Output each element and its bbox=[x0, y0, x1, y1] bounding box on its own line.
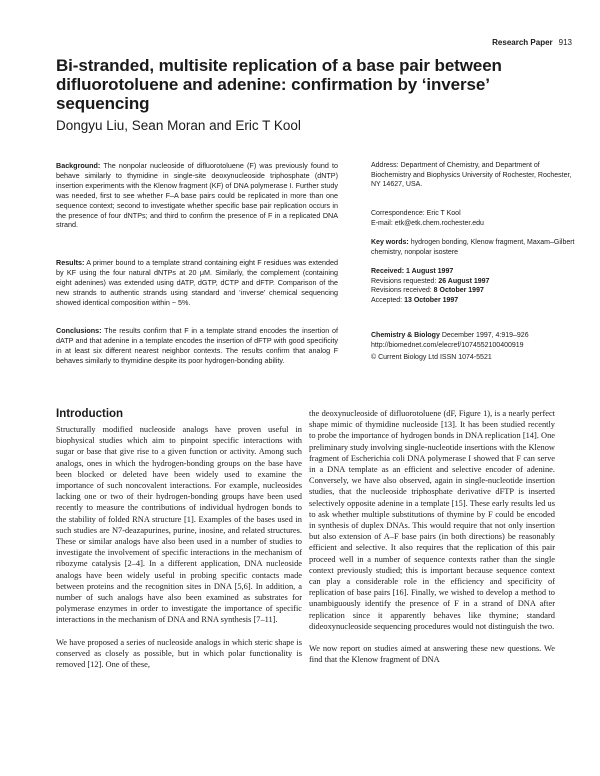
background-label: Background: bbox=[56, 161, 101, 170]
keywords-label: Key words: bbox=[371, 239, 409, 246]
paragraph: We now report on studies aimed at answering these new questions. We find that the Klenow fragment of DNA bbox=[309, 644, 555, 665]
author-list: Dongyu Liu, Sean Moran and Eric T Kool bbox=[56, 118, 301, 133]
keywords-text: hydrogen bonding, Klenow fragment, Maxam–Gilbert chemistry, nonpolar isostere bbox=[371, 239, 575, 256]
conclusions-text: The results confirm that F in a template strand encodes the insertion of dATP and that adenine in a template encodes the insertion of dFTP with good specificity in at least six different nearest neighbor contexts. The results confirm that analog F behaves similarly to thymidine despite its poor hydrogen-bonding ability. bbox=[56, 326, 339, 365]
results-label: Results: bbox=[56, 258, 85, 267]
journal-citation: December 1997, 4:919–926 bbox=[441, 332, 529, 339]
email-link[interactable]: etk@etk.chem.rochester.edu bbox=[394, 219, 484, 227]
background-text: The nonpolar nucleoside of difluorotoluene (F) was previously found to behave similarly to thymidine in single-site deoxynucleoside triphosphate (dNTP) insertion experiments with the Klenow fragment (KF) of DNA polymerase I. Further study was needed, first to see whether F–A base pairs could be replicated in more than one sequence context; second to investigate whether specific base pair replication occurs in the presence of four dNTPs; and third to confirm the presence of F in a replicated DNA strand. bbox=[56, 161, 338, 230]
copyright-notice: © Current Biology Ltd ISSN 1074-5521 bbox=[371, 354, 492, 361]
date-received: Received: 1 August 1997 bbox=[371, 268, 454, 275]
paragraph: Structurally modified nucleoside analogs have proven useful in biophysical studies which aim to pinpoint specific interactions with sugar or base that give rise to a given function or activity. Among such analogs, ones in which the hydrogen-bonding groups on the base have been blocked or deleted have been widely used to examine the importance of such noncovalent interactions. For example, nucleosides lacking one or two of their hydrogen-bonding groups have been used recently to measure the contributions of individual hydrogen bonds to the stability of folded RNA structure [1]. Examples of the bases used in such studies are N7-deazapurines, purine, inosine, and related structures. These or similar analogs have also been used in a number of studies to investigate the involvement of specific interactions in the mechanism of ribozyme catalysis [2–4]. In a different application, DNA nucleoside analogs have been widely useful in probing specific contacts made between proteins and the recognition sites in DNA [5,6]. In addition, a number of such analogs have also been examined as substrates for polymerase enzymes in order to investigate the importance of specific interactions in the mechanism of DNA and RNA synthesis [7–11]. bbox=[56, 425, 302, 625]
correspondence-label: Correspondence: bbox=[371, 210, 425, 217]
body-column-right bbox=[309, 408, 555, 665]
paragraph: the deoxynucleoside of difluorotoluene (dF, Figure 1), is a nearly perfect shape mimic of thymidine nucleoside [13]. It has been studied recently to probe the importance of hydrogen bonds in DNA replication [14]. One preliminary study involving single-nucleotide insertions with the Klenow fragment of Escherichia coli DNA polymerase I showed that F can serve in a DNA template as an efficient and selective encoder of adenine. Conversely, we have also observed, again in single-nucleotide insertion studies, that the nucleoside triphosphate derivative dFTP is inserted selectively opposite adenine in a template [15]. These early results led us to ask whether multiple substitutions of thymine by F could be encoded in synthesis of duplex DNAs. This would require that not only insertion but also extension of A–F base pairs (in both directions) be reasonably efficient and selective. It also requires that the replication of this pair proceed well in a number of sequence contexts rather than the single context previously studied; this is important because sequence context can play a considerable role in the efficiency and specificity of replication of base pairs [16]. Finally, we wished to develop a method to unambiguously identify the presence of F in a strand of DNA after replication since it apparently behaves like thymine; standard dideoxynucleoside sequencing procedures would not distinguish the two. bbox=[309, 409, 555, 631]
abstract-background bbox=[56, 161, 338, 230]
keywords-block bbox=[371, 238, 581, 257]
abstract-results bbox=[56, 258, 338, 308]
author-address bbox=[371, 161, 581, 190]
date-revisions-requested: Revisions requested: 26 August 1997 bbox=[371, 277, 490, 285]
abstract-conclusions bbox=[56, 326, 338, 366]
paragraph: We have proposed a series of nucleoside analogs in which steric shape is conserved as closely as possible, but in which polar functionality is removed [12]. One of these, bbox=[56, 637, 302, 670]
correspondence-block bbox=[371, 209, 581, 228]
dates-block bbox=[371, 267, 581, 305]
address-text: Department of Chemistry, and Department of Biochemistry and Biophysics University of Rochester, Rochester, NY 14627, USA. bbox=[371, 162, 572, 189]
running-head bbox=[452, 38, 572, 47]
results-text: A primer bound to a template strand containing eight F residues was extended by KF using the four natural dNTPs at 20 μM. Similarly, the complement (containing eight adenines) was extended using dATP, dGTP, dCTP and dFTP. Comparison of the new strands to authentic strands using standard and ‘inverse’ chemical sequencing showed identical composition within ~ 5%. bbox=[56, 258, 338, 307]
body-column-left bbox=[56, 424, 302, 670]
address-label: Address: bbox=[371, 162, 399, 169]
journal-url[interactable]: http://biomednet.com/elecref/1074552100400919 bbox=[371, 341, 524, 349]
email-label: E-mail: bbox=[371, 219, 393, 227]
correspondence-name: Eric T Kool bbox=[426, 210, 461, 217]
article-title: Bi-stranded, multisite replication of a base pair between difluorotoluene and adenine: confirmation by ‘inverse’ sequencing bbox=[56, 56, 502, 113]
journal-section-label: Research Paper bbox=[492, 38, 553, 47]
conclusions-label: Conclusions: bbox=[56, 326, 102, 335]
section-heading-introduction: Introduction bbox=[56, 408, 124, 420]
date-accepted: Accepted: 13 October 1997 bbox=[371, 296, 459, 304]
journal-citation-block bbox=[371, 331, 581, 350]
date-revisions-received: Revisions received: 8 October 1997 bbox=[371, 287, 484, 295]
page-number: 913 bbox=[558, 38, 572, 47]
journal-name: Chemistry & Biology bbox=[371, 332, 440, 339]
